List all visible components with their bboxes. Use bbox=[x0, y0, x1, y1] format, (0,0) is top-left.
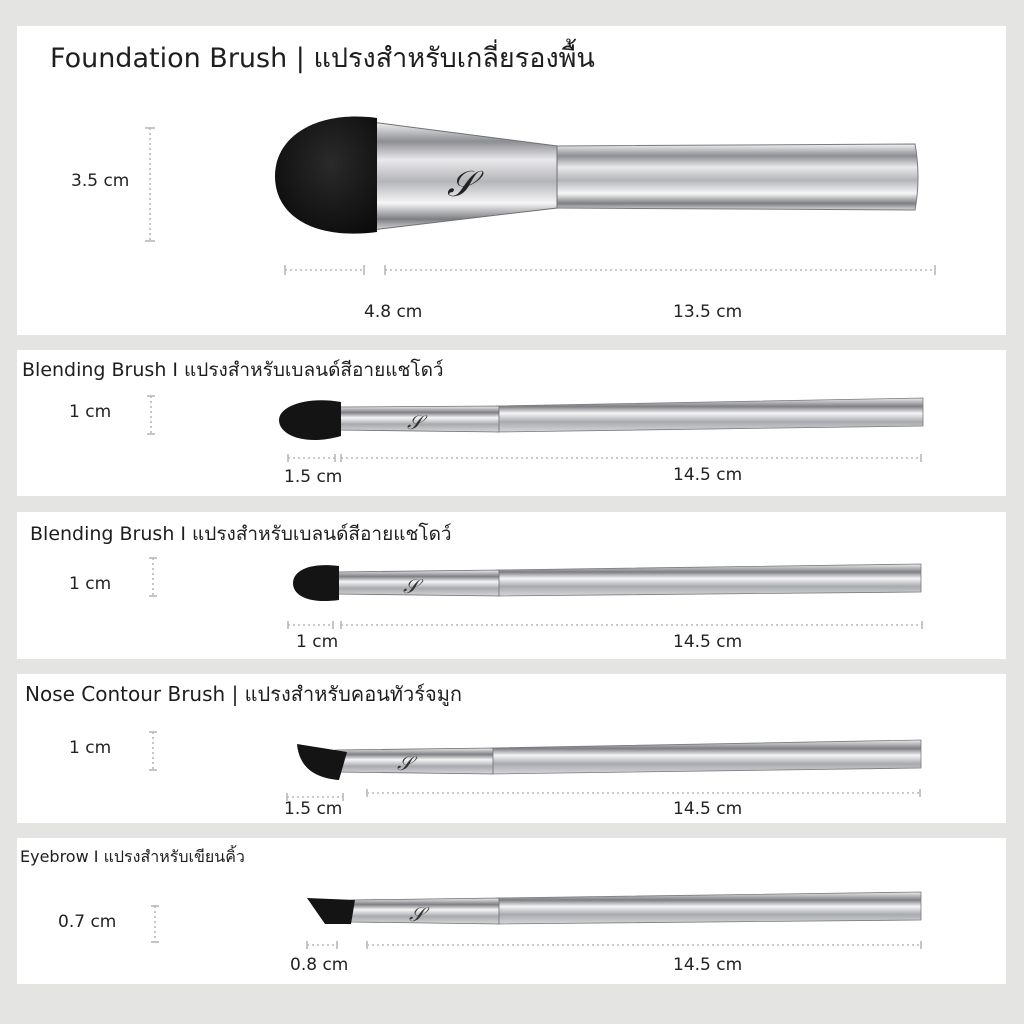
blending-brush-panel-1 bbox=[17, 350, 1006, 496]
foundation-brush-title: Foundation Brush | แปรงสำหรับเกลี่ยรองพื้น bbox=[50, 43, 595, 74]
script-s-logo-icon: 𝒮 bbox=[397, 751, 413, 775]
blending-1-head-length-label: 1.5 cm bbox=[284, 467, 343, 487]
nose-contour-head-length-label: 1.5 cm bbox=[284, 799, 343, 819]
blending-brush-2-illustration bbox=[17, 512, 1006, 659]
blending-brush-panel-2 bbox=[17, 512, 1006, 659]
handle-length-dimension-marker bbox=[385, 265, 935, 275]
eyebrow-handle-length-label: 14.5 cm bbox=[673, 955, 743, 975]
nose-contour-brush-title: Nose Contour Brush | แปรงสำหรับคอนทัวร์จมูก bbox=[25, 682, 463, 706]
script-s-logo-icon: 𝒮 bbox=[409, 902, 425, 926]
blending-1-handle-length-label: 14.5 cm bbox=[673, 465, 743, 485]
nose-contour-brush-panel bbox=[17, 674, 1006, 823]
script-s-logo-icon: 𝒮 bbox=[407, 410, 423, 434]
nose-contour-handle-length-label: 14.5 cm bbox=[673, 799, 743, 819]
foundation-brush-illustration bbox=[17, 26, 1006, 335]
height-dimension-marker bbox=[145, 128, 155, 241]
blending-2-head-length-label: 1 cm bbox=[296, 632, 339, 652]
blending-1-height-label: 1 cm bbox=[69, 402, 112, 422]
eyebrow-brush-title: Eyebrow I แปรงสำหรับเขียนคิ้ว bbox=[20, 847, 245, 866]
script-s-logo-icon: 𝒮 bbox=[403, 574, 419, 598]
foundation-handle-length-label: 13.5 cm bbox=[673, 302, 743, 322]
head-length-dimension-marker bbox=[285, 265, 364, 275]
blending-2-handle-length-label: 14.5 cm bbox=[673, 632, 743, 652]
eyebrow-height-label: 0.7 cm bbox=[58, 912, 117, 932]
blending-2-height-label: 1 cm bbox=[69, 574, 112, 594]
script-s-logo-icon: 𝒮 bbox=[447, 164, 475, 205]
nose-contour-brush-illustration bbox=[17, 674, 1006, 823]
blending-brush-2-title: Blending Brush I แปรงสำหรับเบลนด์สีอายแชโดว์ bbox=[30, 523, 452, 545]
foundation-brush-panel bbox=[17, 26, 1006, 335]
foundation-height-label: 3.5 cm bbox=[71, 171, 130, 191]
foundation-head-length-label: 4.8 cm bbox=[364, 302, 423, 322]
blending-brush-1-title: Blending Brush I แปรงสำหรับเบลนด์สีอายแชโดว์ bbox=[22, 359, 444, 381]
eyebrow-brush-panel bbox=[17, 838, 1006, 984]
blending-brush-1-illustration bbox=[17, 350, 1006, 496]
eyebrow-brush-illustration bbox=[17, 838, 1006, 984]
nose-contour-height-label: 1 cm bbox=[69, 738, 112, 758]
eyebrow-head-length-label: 0.8 cm bbox=[290, 955, 349, 975]
